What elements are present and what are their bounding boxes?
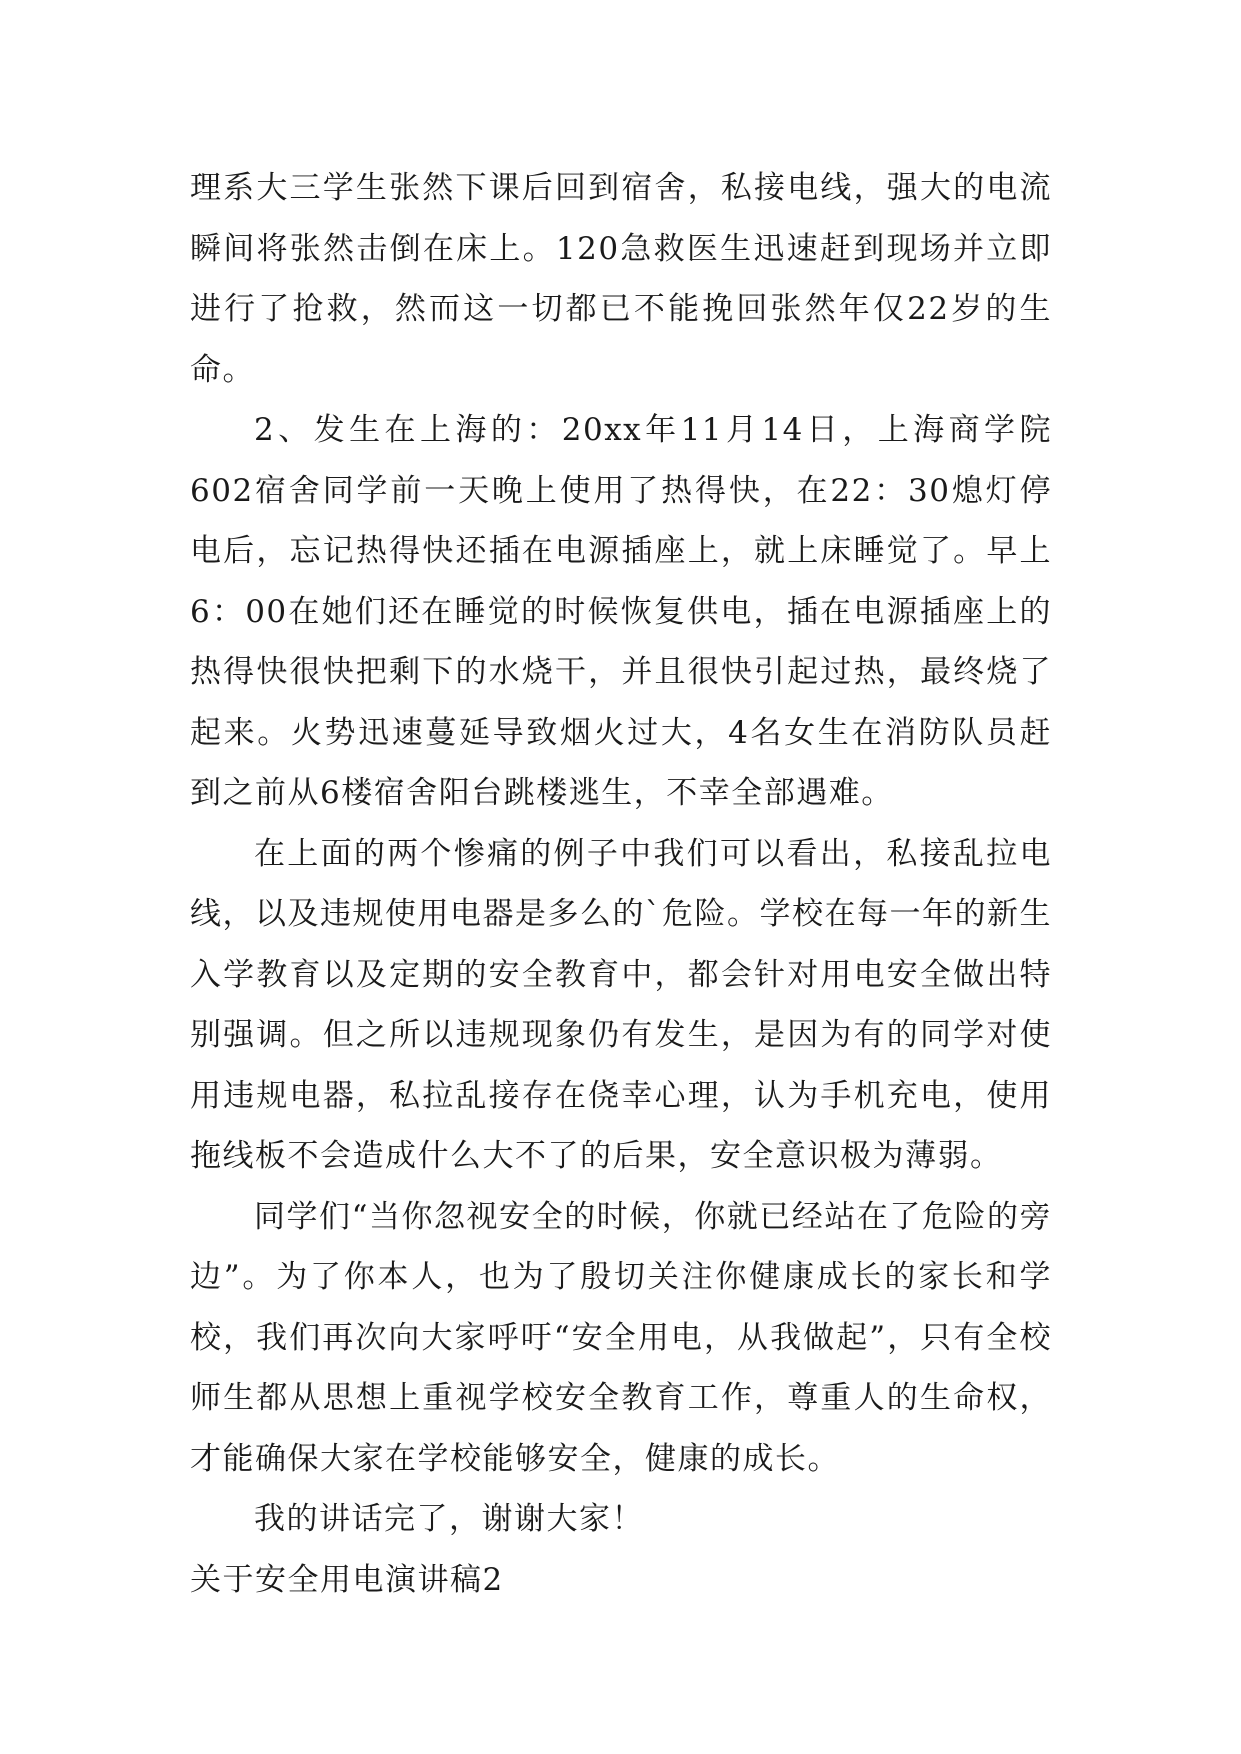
paragraph-analysis: 在上面的两个惨痛的例子中我们可以看出，私接乱拉电线，以及违规使用电器是多么的`危险。学校在每一年的新生入学教育以及定期的安全教育中，都会针对用电安全做出特别强调。但之所以违规现象仍有发生，是因为有的同学对使用违规电器，私拉乱接存在侥幸心理，认为手机充电，使用拖线板不会造成什么大不了的后果，安全意识极为薄弱。 <box>190 835 1052 1174</box>
section-heading: 关于安全用电演讲稿2 <box>190 1561 504 1598</box>
paragraph-closing: 我的讲话完了，谢谢大家！ <box>254 1501 644 1537</box>
paragraph-shanghai-case: 2、发生在上海的：20xx年11月14日，上海商学院602宿舍同学前一天晚上使用了热得快，在22：30熄灯停电后，忘记热得快还插在电源插座上，就上床睡觉了。早上6：00在她们还在睡觉的时候恢复供电，插在电源插座上的热得快很快把剩下的水烧干，并且很快引起过热，最终烧了起来。火势迅速蔓延导致烟火过大，4名女生在消防队员赶到之前从6楼宿舍阳台跳楼逃生，不幸全部遇难。 <box>190 412 1052 811</box>
paragraph-appeal: 同学们“当你忽视安全的时候，你就已经站在了危险的旁边”。为了你本人，也为了殷切关注你健康成长的家长和学校，我们再次向大家呼吁“安全用电，从我做起”，只有全校师生都从思想上重视学校安全教育工作，尊重人的生命权，才能确保大家在学校能够安全，健康的成长。 <box>190 1198 1052 1477</box>
document-body <box>190 158 1052 1610</box>
paragraph-continuation: 理系大三学生张然下课后回到宿舍，私接电线，强大的电流瞬间将张然击倒在床上。120急救医生迅速赶到现场并立即进行了抢救，然而这一切都已不能挽回张然年仅22岁的生命。 <box>190 170 1052 388</box>
